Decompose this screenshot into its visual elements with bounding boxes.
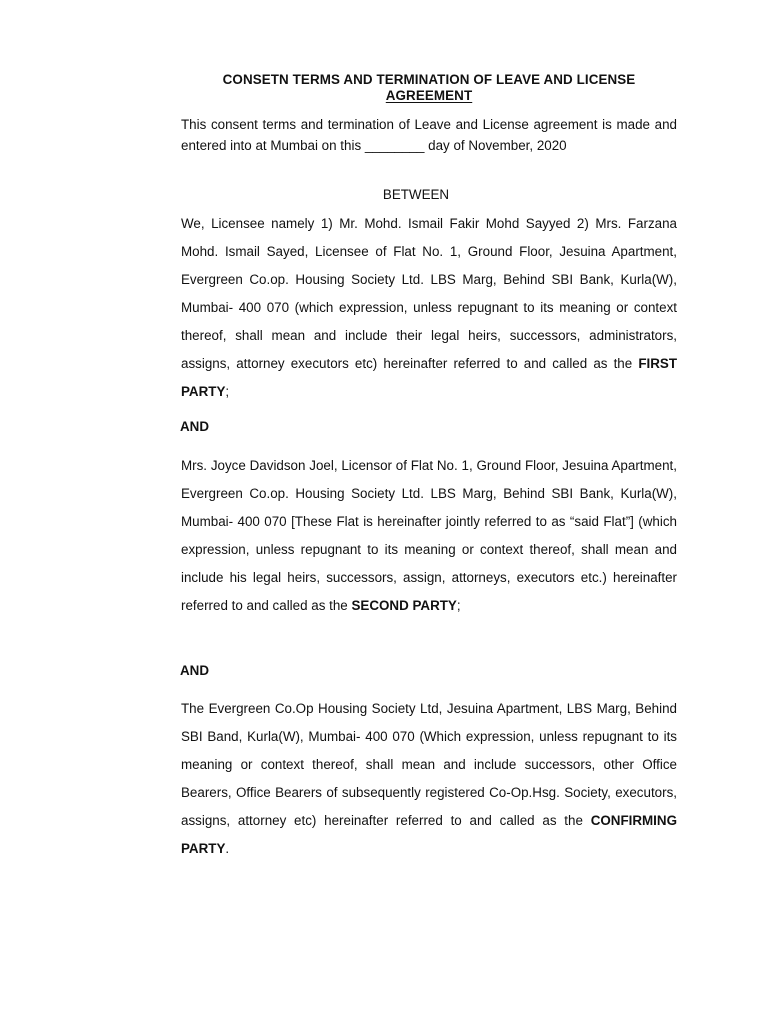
confirming-party-end: . xyxy=(225,841,230,856)
document-title xyxy=(180,72,678,104)
confirming-party-label: CONFIRMING PARTY xyxy=(181,813,677,856)
first-party-label: FIRST PARTY xyxy=(181,356,677,399)
first-party-end: ; xyxy=(225,384,230,399)
second-party-label: SECOND PARTY xyxy=(351,598,457,613)
title-line-2: AGREEMENT xyxy=(385,88,473,103)
confirming-party-text: The Evergreen Co.Op Housing Society Ltd, Jesuina Apartment, LBS Marg, Behind SBI Band, Kurla(W), Mumbai- 400 070 (Which expression, unless repugnant to its meaning or context thereof, shall mean and include successors, other Office Bearers, Office Bearers of subsequently registered Co-Op.Hsg. Society, executors, assigns, attorney etc) hereinafter referred to and called as the xyxy=(181,701,677,828)
and-separator-2: AND xyxy=(180,663,210,678)
title-line-1: CONSETN TERMS AND TERMINATION OF LEAVE AND LICENSE xyxy=(222,72,636,87)
intro-paragraph: This consent terms and termination of Leave and License agreement is made and entered into at Mumbai on this ________ day of November, 2020 xyxy=(181,117,677,153)
second-party-text: Mrs. Joyce Davidson Joel, Licensor of Flat No. 1, Ground Floor, Jesuina Apartment, Evergreen Co.op. Housing Society Ltd. LBS Marg, Behind SBI Bank, Kurla(W), Mumbai- 400 070 [These Flat is hereinafter jointly referred to as “said Flat”] (which expression, unless repugnant to its meaning or context thereof, shall mean and include his legal heirs, successors, assign, attorneys, executors etc.) hereinafter referred to and called as the xyxy=(181,458,677,613)
first-party-paragraph xyxy=(181,210,677,406)
second-party-paragraph xyxy=(181,452,677,620)
first-party-text: We, Licensee namely 1) Mr. Mohd. Ismail Fakir Mohd Sayyed 2) Mrs. Farzana Mohd. Ismail Sayed, Licensee of Flat No. 1, Ground Floor, Jesuina Apartment, Evergreen Co.op. Housing Society Ltd. LBS Marg, Behind SBI Bank, Kurla(W), Mumbai- 400 070 (which expression, unless repugnant to its meaning or context thereof, shall mean and include their legal heirs, successors, administrators, assigns, attorney executors etc) hereinafter referred to and called as the xyxy=(181,216,677,371)
confirming-party-paragraph xyxy=(181,695,677,863)
second-party-end: ; xyxy=(456,598,461,613)
and-separator-1: AND xyxy=(180,419,210,434)
between-heading: BETWEEN xyxy=(382,187,450,202)
